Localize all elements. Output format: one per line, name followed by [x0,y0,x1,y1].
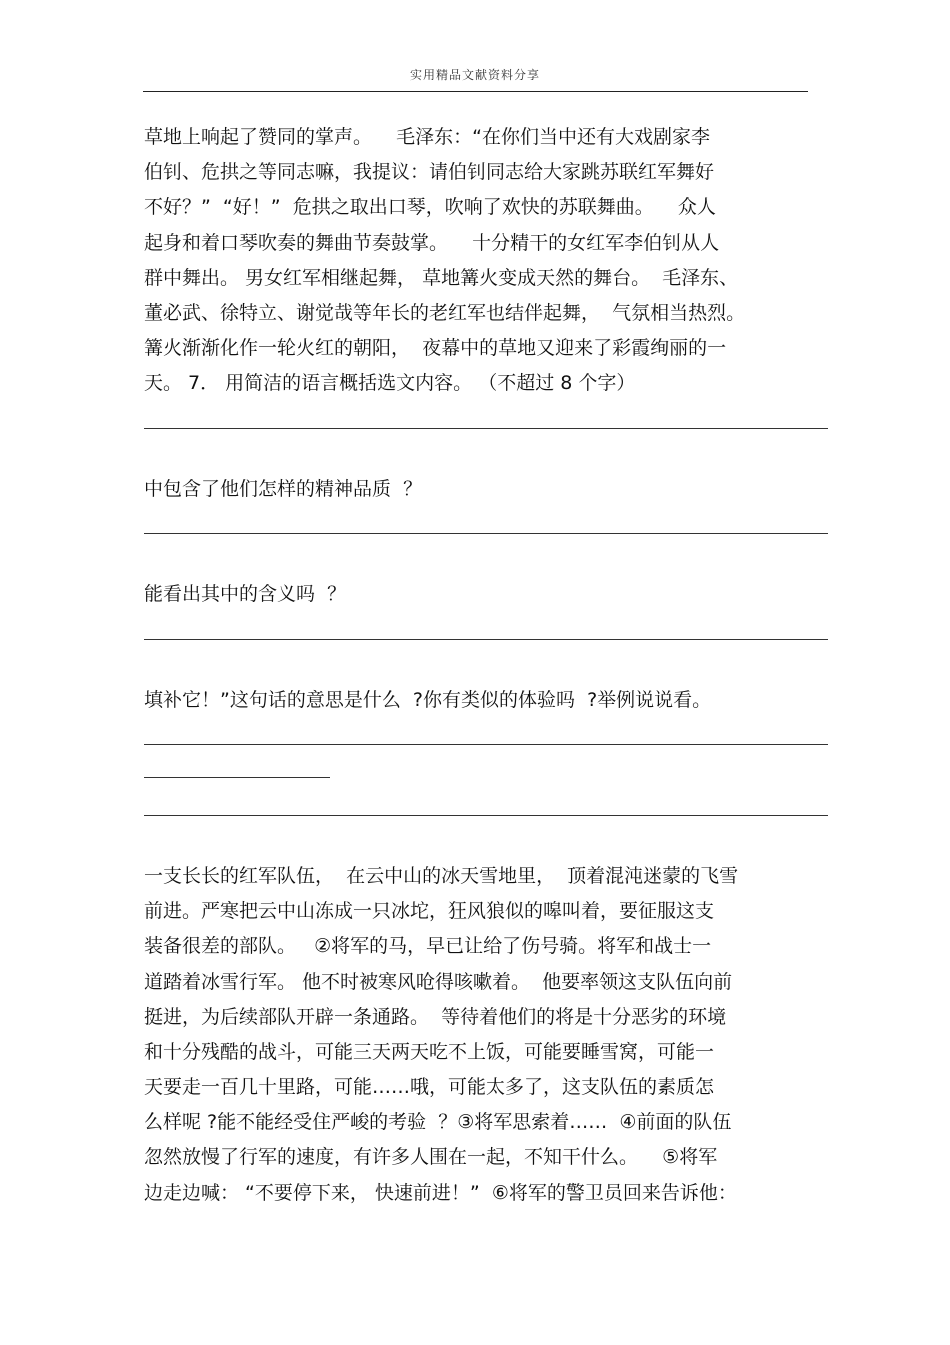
text-line: 草地上响起了赞同的掌声。 毛泽东：“在你们当中还有大戏剧家李 [144,126,711,148]
document-body [144,120,834,1211]
text-line: 董必武、徐特立、谢觉哉等年长的老红军也结伴起舞， 气氛相当热烈。 [144,301,746,324]
page-header: 实用精品文献资料分享 [409,68,540,82]
answer-line [144,402,834,437]
text-line: 前进。严寒把云中山冻成一只冰坨，狂风狼似的嗥叫着，要征服这支 [144,900,715,923]
text-line: 天。 7． 用简洁的语言概括选文内容。 （不超过 8 个字） [144,372,636,395]
answer-blank [144,718,828,745]
text-line: 天要走一百几十里路，可能……哦，可能太多了，这支队伍的素质怎 [144,1076,715,1099]
text-line: 伯钊、危拱之等同志嘛，我提议：请伯钊同志给大家跳苏联红军舞好 [144,161,715,184]
answer-line [144,613,834,648]
answer-line [144,753,834,788]
answer-blank [144,753,330,778]
text-line: 篝火渐渐化作一轮火红的朝阳， 夜幕中的草地又迎来了彩霞绚丽的一 [144,337,727,360]
text-line: 群中舞出。 男女红军相继起舞， 草地篝火变成天然的舞台。 毛泽东、 [144,266,739,289]
text-line: 么样呢 ?能不能经受住严峻的考验 ？③将军思索着…… ④前面的队伍 [144,1111,732,1134]
answer-blank [144,507,828,534]
text-line: 填补它！”这句话的意思是什么 ?你有类似的体验吗 ?举例说说看。 [144,689,712,711]
question-10-line [144,648,834,683]
text-line: 忽然放慢了行军的速度，有许多人围在一起，不知干什么。 ⑤将军 [144,1146,718,1169]
answer-line [144,789,834,824]
text-line: 中包含了他们怎样的精神品质 ？ [144,477,423,500]
answer-blank [144,613,828,640]
question-9-line [144,542,834,577]
text-line: 起身和着口琴吹奏的舞曲节奏鼓掌。 十分精干的女红军李伯钊从人 [144,231,720,254]
text-line: 道踏着冰雪行军。 他不时被寒风呛得咳嗽着。 他要率领这支队伍向前 [144,970,733,993]
header-divider [143,91,808,92]
answer-line [144,718,834,753]
answer-blank [144,789,828,816]
answer-line [144,507,834,542]
text-line: 和十分残酷的战斗，可能三天两天吃不上饭，可能要睡雪窝，可能一 [144,1040,715,1063]
text-line: 一支长长的红军队伍， 在云中山的冰天雪地里， 顶着混沌迷蒙的飞雪 [144,864,739,887]
question-8-line [144,437,834,472]
text-line: 装备很差的部队。 ②将军的马，早已让给了伤号骑。将军和战士一 [144,935,712,958]
text-line: 不好？” “好！” 危拱之取出口琴，吹响了欢快的苏联舞曲。 众人 [144,196,716,219]
answer-blank [144,402,828,429]
section-4-line [144,824,834,859]
text-line: 挺进，为后续部队开辟一条通路。 等待着他们的将是十分恶劣的环境 [144,1005,727,1028]
text-line: 边走边喊： “不要停下来， 快速前进！” ⑥将军的警卫员回来告诉他： [144,1181,737,1204]
text-line: 能看出其中的含义吗 ？ [144,583,347,606]
